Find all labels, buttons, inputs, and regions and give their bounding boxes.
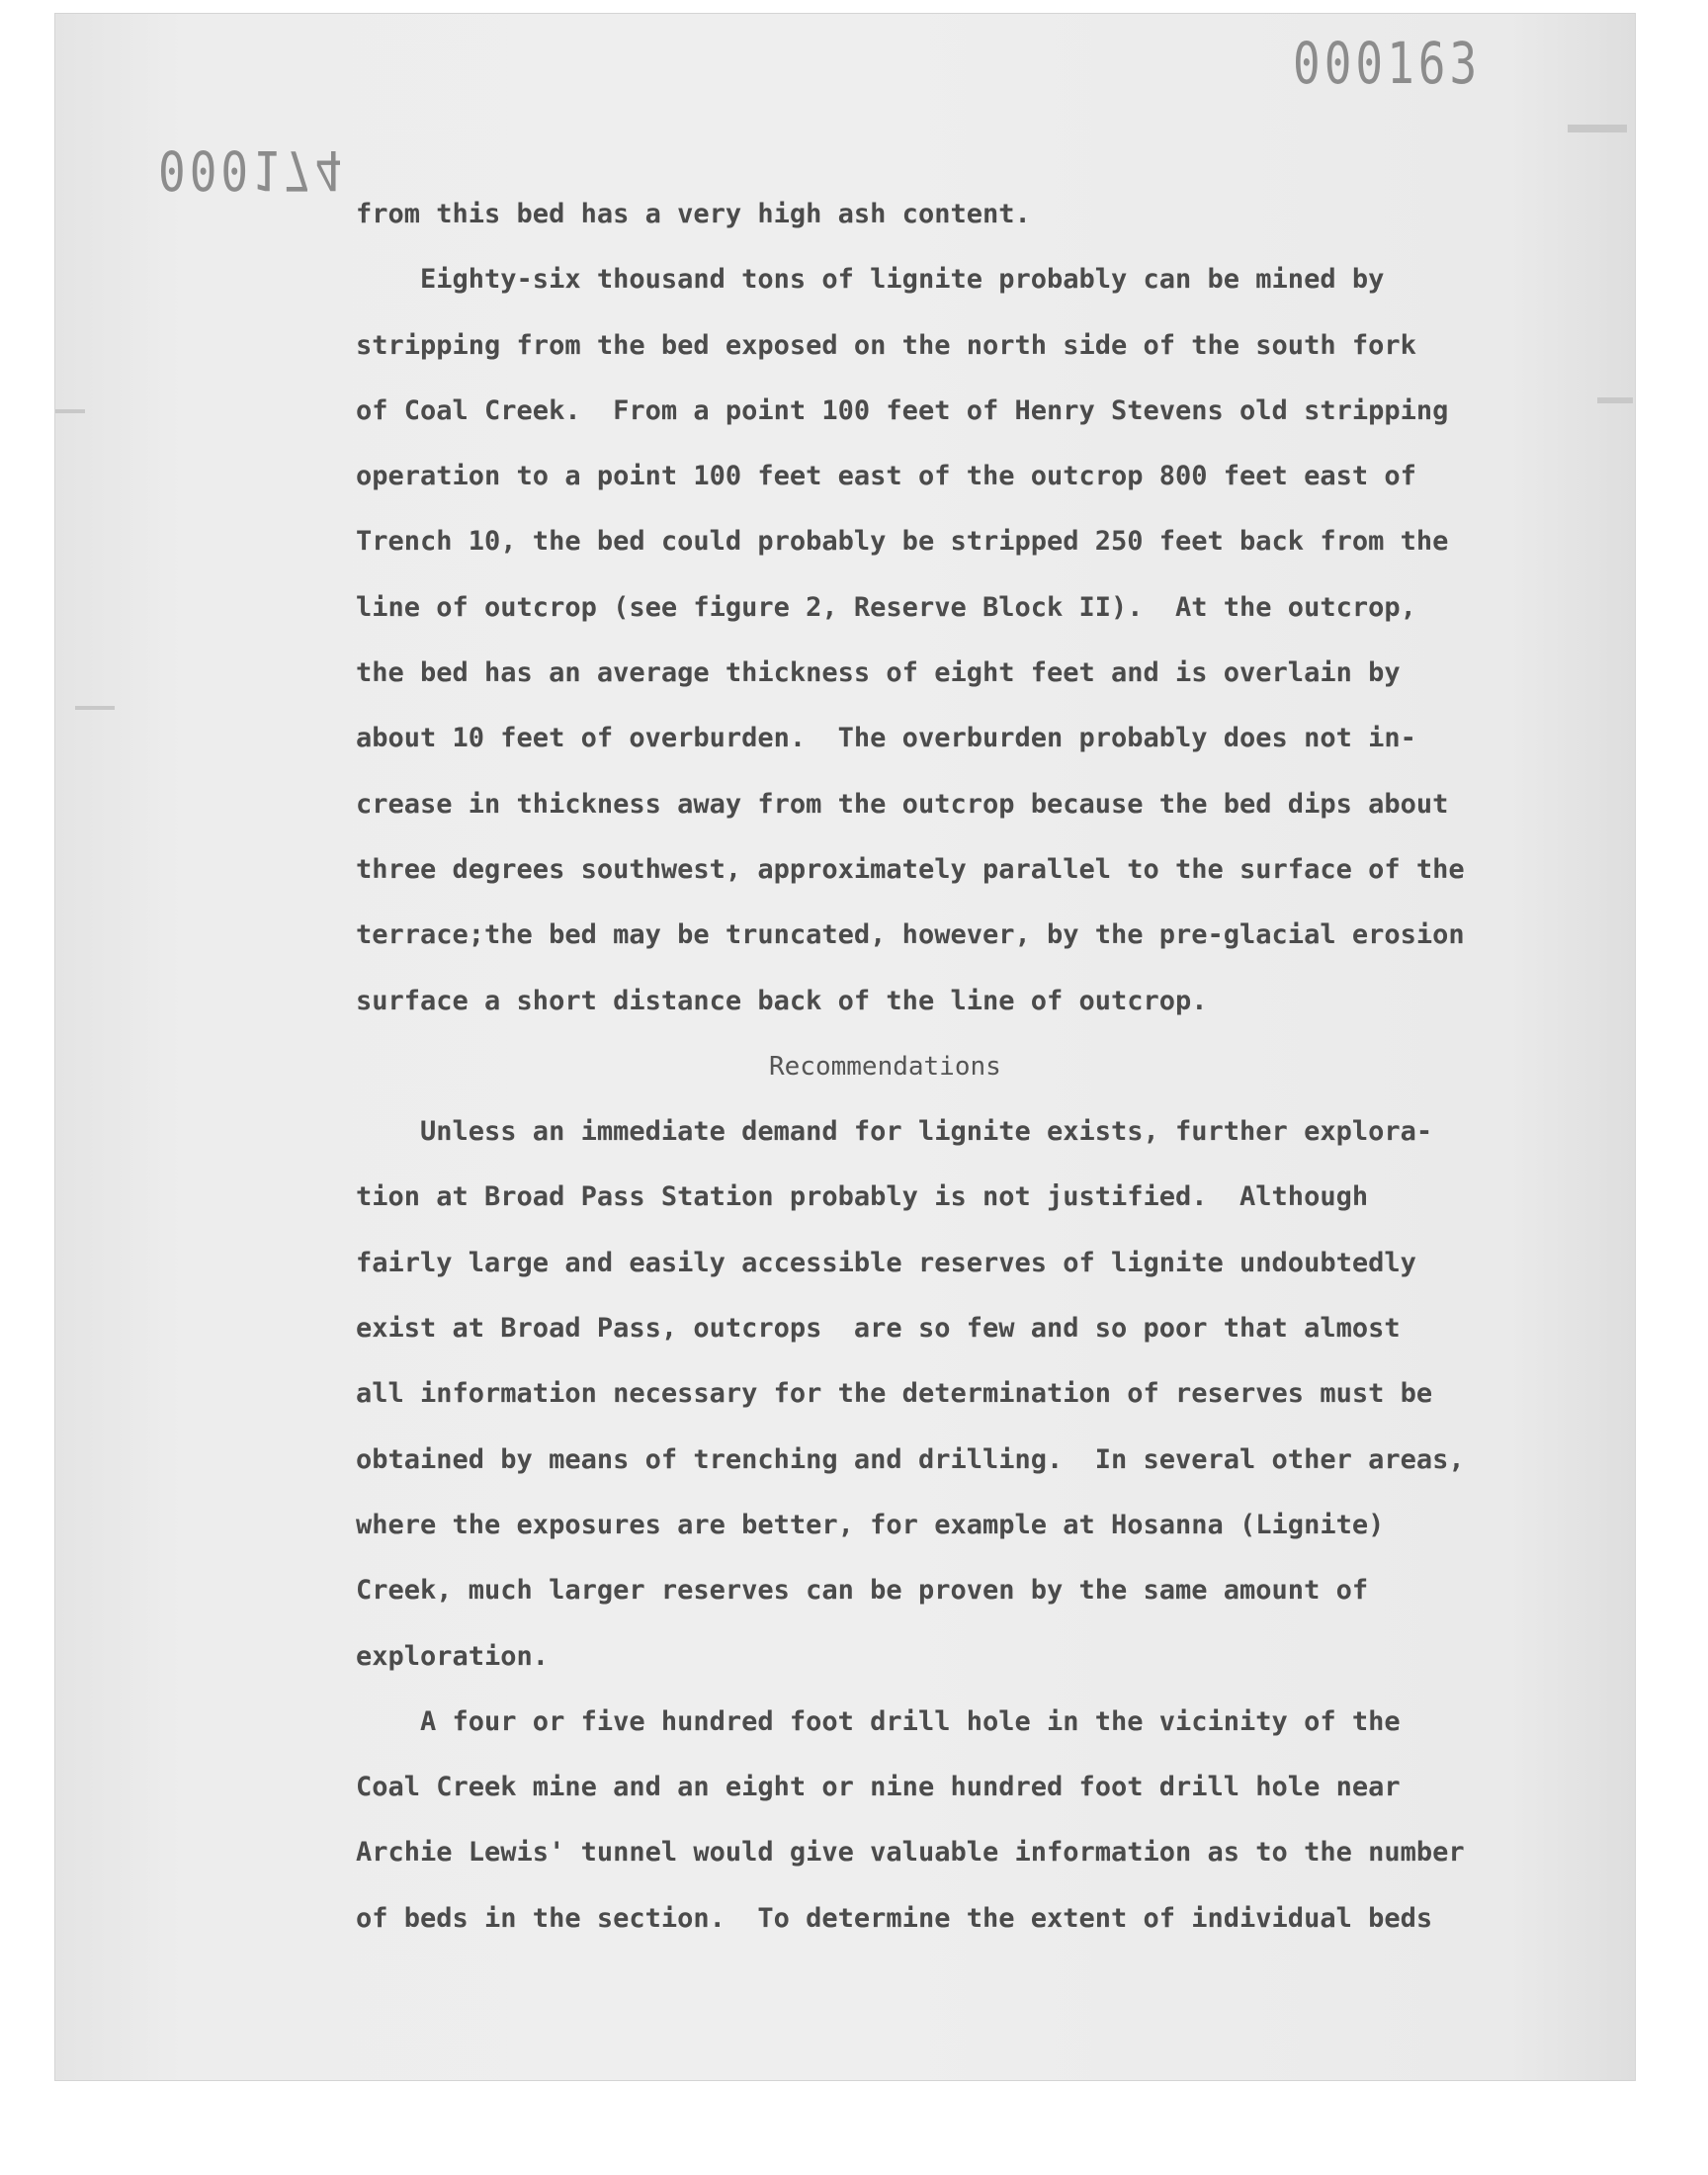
scan-smudge (1597, 397, 1633, 403)
text-line: stripping from the bed exposed on the north side of the south fork (356, 329, 1416, 361)
text-line: of beds in the section. To determine the extent of individual beds (356, 1902, 1433, 1934)
paragraph-block-before-heading (356, 194, 1522, 1046)
text-line: Creek, much larger reserves can be proven by the same amount of (356, 1575, 1369, 1607)
text-line: of Coal Creek. From a point 100 feet of Henry Stevens old stripping (356, 394, 1449, 426)
scan-smudge (1568, 125, 1627, 132)
body-text (356, 194, 1522, 1963)
text-line: crease in thickness away from the outcrop because the bed dips about (356, 788, 1449, 820)
text-line: exploration. (356, 1640, 550, 1672)
archive-number-text: 000174 (158, 138, 347, 203)
section-heading: Recommendations (769, 1051, 1001, 1082)
text-line: Coal Creek mine and an eight or nine hundred foot drill hole near (356, 1772, 1401, 1803)
scan-smudge (55, 409, 85, 413)
text-line: three degrees southwest, approximately parallel to the surface of the (356, 853, 1465, 885)
text-line: all information necessary for the determination of reserves must be (356, 1378, 1433, 1410)
text-line: surface a short distance back of the line of outcrop. (356, 985, 1208, 1016)
text-line: terrace;the bed may be truncated, however, by the pre-glacial erosion (356, 919, 1465, 951)
text-line: operation to a point 100 feet east of the outcrop 800 feet east of (356, 461, 1416, 492)
text-line: from this bed has a very high ash content. (356, 199, 1031, 229)
text-line: Archie Lewis' tunnel would give valuable information as to the number (356, 1837, 1465, 1869)
archive-number-stamp (158, 138, 346, 203)
text-line: exist at Broad Pass, outcrops are so few and so poor that almost (356, 1313, 1401, 1345)
text-line: fairly large and easily accessible reserves of lignite undoubtedly (356, 1247, 1416, 1278)
paragraph-block-after-heading (356, 1111, 1522, 1963)
text-line: Unless an immediate demand for lignite exists, further explora- (356, 1116, 1433, 1148)
text-line: tion at Broad Pass Station probably is not justified. Although (356, 1181, 1369, 1213)
text-line: obtained by means of trenching and drilling. In several other areas, (356, 1443, 1465, 1475)
text-line: about 10 feet of overburden. The overburden probably does not in- (356, 723, 1416, 754)
text-line: Eighty-six thousand tons of lignite probably can be mined by (356, 264, 1385, 296)
text-line: Trench 10, the bed could probably be stripped 250 feet back from the (356, 526, 1449, 558)
text-line: line of outcrop (see figure 2, Reserve Block II). At the outcrop, (356, 591, 1416, 623)
page-number-stamp: 000163 (1293, 30, 1482, 97)
text-line: the bed has an average thickness of eight feet and is overlain by (356, 657, 1401, 689)
text-line: A four or five hundred foot drill hole in the vicinity of the (356, 1705, 1401, 1737)
scan-smudge (75, 706, 115, 710)
text-line: where the exposures are better, for example at Hosanna (Lignite) (356, 1509, 1385, 1540)
